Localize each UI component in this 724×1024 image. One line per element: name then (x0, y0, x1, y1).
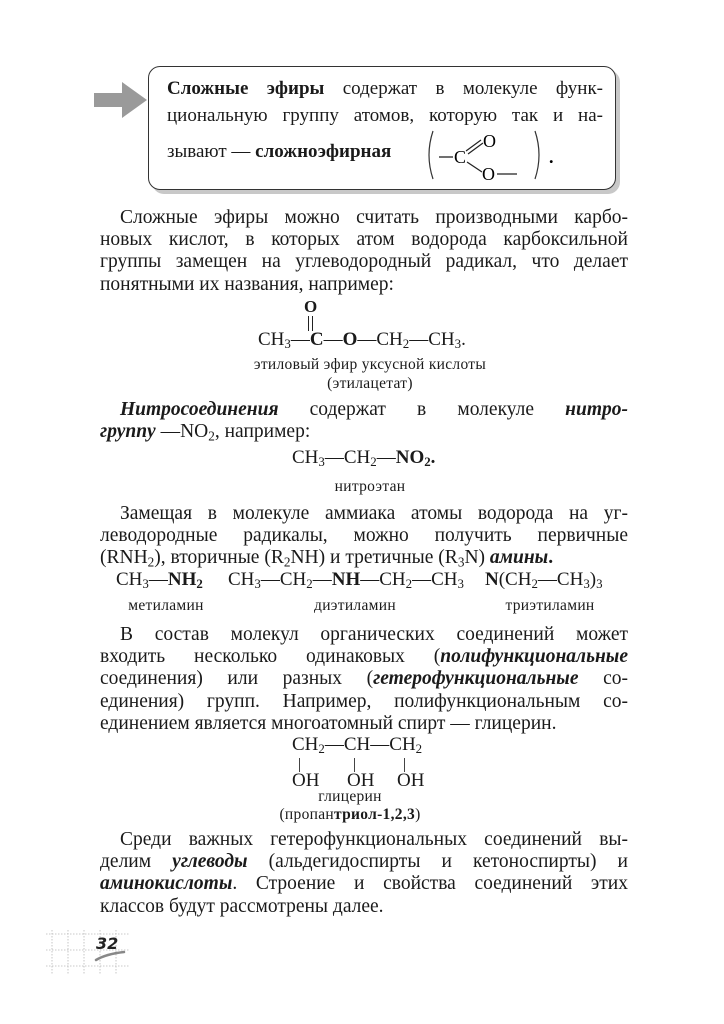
text: делим (100, 851, 173, 873)
text: N) (464, 547, 490, 569)
callout-line-2: циональную группу атомов, которую так и на- (167, 105, 603, 126)
text: входить несколько одинаковых ( (100, 646, 441, 668)
glycerol-formula (292, 734, 425, 791)
group-ch2: CH (292, 734, 319, 755)
paragraph-heterofunctional (100, 829, 628, 918)
paragraph-line (100, 421, 628, 443)
subscript: 3 (583, 576, 590, 592)
paragraph-line: единением является многоатомный спирт — глицерин. (100, 712, 557, 734)
period: . (548, 547, 554, 569)
subscript: 3 (284, 336, 291, 352)
paragraph-line: леводородные радикалы, можно получить первичные (100, 525, 628, 547)
subscript: 2 (424, 454, 431, 470)
subscript: 2 (208, 428, 215, 444)
nitroethane-caption: нитроэтан (334, 478, 406, 495)
paren: ) (589, 569, 597, 590)
bond: — (312, 569, 332, 590)
nitrogen: N (485, 569, 499, 590)
carbonyl-oxygen: O (304, 297, 318, 316)
text: содержат в молекуле (278, 399, 566, 420)
bond: — (357, 329, 377, 350)
term-nitro-compounds: Нитросоединения (120, 399, 279, 420)
paragraph-line: единения) групп. Например, полифункциональным со- (100, 690, 628, 712)
ethyl-acetate-chain (258, 329, 466, 351)
glycerol-chain (292, 734, 422, 756)
group-ch2: —CH (260, 569, 307, 590)
term-carbohydrates: углеводы (172, 851, 248, 873)
group-ch2: CH (343, 447, 371, 468)
paragraph-line: понятными их названия, например: (100, 273, 394, 295)
group-oxygen-bottom: O (482, 164, 495, 181)
paragraph-polyfunctional (100, 624, 628, 735)
text-bold: триол-1,2,3 (334, 806, 416, 823)
text: ), вторичные (R (154, 547, 284, 569)
group-ch3: —CH (537, 569, 584, 590)
ethyl-acetate-alt-name: (этилацетат) (327, 375, 413, 392)
paragraph-line: группы замещен на углеводородный радикал, что делает (100, 251, 628, 273)
text: (пропан (279, 806, 334, 823)
term-amino-acids: аминокислоты (100, 873, 233, 895)
imino-group: NH (331, 569, 361, 590)
subscript: 3 (454, 336, 462, 352)
text: (RNH (100, 547, 148, 569)
group-ch2: (CH (498, 569, 532, 590)
hydroxyl-group: OH (397, 770, 425, 791)
term-amines: амины (489, 547, 549, 569)
diethylamine-caption: диэтиламин (314, 597, 396, 614)
text: —NO (155, 421, 209, 443)
text: со- (578, 668, 628, 690)
group-ch2: —CH (360, 569, 406, 590)
paragraph-line (100, 851, 628, 873)
paragraph-line (100, 873, 628, 895)
callout-period: . (549, 147, 554, 167)
paragraph-line: Сложные эфиры можно считать производными карбо- (120, 207, 628, 228)
group-ch3: —CH (412, 569, 458, 590)
term-nitro-group: нитро- (565, 399, 628, 420)
bond: — (148, 569, 168, 590)
arrow-right-icon (92, 80, 150, 120)
diethylamine-formula (228, 569, 464, 591)
subscript: 3 (457, 576, 464, 592)
subscript: 2 (318, 741, 325, 757)
subscript: 2 (283, 554, 291, 570)
methylamine-formula (116, 569, 203, 591)
methylamine-caption: метиламин (128, 597, 204, 614)
bond: — (409, 329, 429, 350)
subscript: 2 (531, 576, 538, 592)
paragraph-line: классов будут рассмотрены далее. (100, 895, 384, 917)
term-nitro-group-cont: группу (100, 421, 156, 443)
subscript: 2 (415, 741, 423, 757)
subscript: 2 (405, 576, 413, 592)
paragraph-line: Замещая в молекуле аммиака атомы водорода на уг- (120, 503, 628, 524)
text: ) (415, 806, 421, 823)
group-ch2: CH (376, 329, 403, 350)
group-ch3: CH (292, 447, 319, 468)
group-ch3: CH (258, 329, 285, 350)
callout-line-3-text (167, 141, 391, 163)
paragraph-line (100, 668, 628, 690)
bond: — (323, 329, 343, 350)
bond: — (324, 447, 344, 468)
hydroxyl-group: OH (292, 770, 320, 791)
paragraph-nitro (100, 399, 628, 443)
group-ch3: CH (228, 569, 255, 590)
callout-text (167, 75, 603, 129)
term-polyfunctional: полифункциональные (440, 646, 628, 668)
bond: — (324, 734, 344, 755)
subscript: 3 (318, 454, 325, 470)
subscript: 3 (254, 576, 261, 592)
group-oxygen-top: O (483, 131, 496, 151)
subscript: 3 (596, 576, 603, 592)
text: NH) и третичные (R (290, 547, 458, 569)
paragraph-line: новых кислот, в которых атом водорода карбоксильной (100, 229, 628, 251)
triethylamine-caption: триэтиламин (505, 597, 595, 614)
carbonyl-carbon: C (309, 329, 324, 350)
ethyl-acetate-caption: этиловый эфир уксусной кислоты (253, 356, 487, 373)
group-carbon: C (454, 147, 467, 167)
subscript: 3 (457, 554, 465, 570)
ester-oxygen: O (342, 329, 358, 350)
text: , например: (214, 421, 311, 443)
paragraph-amines (100, 503, 628, 570)
bond: — (370, 734, 390, 755)
paragraph-line: В состав молекул органических соединений может (120, 624, 628, 645)
callout-line-1 (167, 75, 603, 102)
group-ch: CH (343, 734, 371, 755)
glycerol-iupac-name (230, 806, 470, 824)
period: . (461, 329, 466, 350)
nitroethane-formula (292, 447, 435, 469)
subscript: 2 (196, 576, 203, 592)
callout-line-3-pre: зывают — (167, 141, 256, 162)
paragraph-line: Среди важных гетерофункциональных соединений вы- (120, 829, 628, 850)
paragraph-esters (100, 207, 628, 296)
definition-callout (148, 66, 616, 190)
group-ch2: CH (389, 734, 416, 755)
callout-line-3 (167, 129, 607, 179)
term-esters: Сложные эфиры (167, 78, 325, 99)
bond: — (376, 447, 396, 468)
page-number: 32 (96, 934, 119, 953)
subscript: 2 (306, 576, 313, 592)
bond: — (290, 329, 310, 350)
group-ch3: CH (428, 329, 455, 350)
glycerol-caption: глицерин (318, 788, 382, 805)
hydroxyl-group: OH (347, 770, 375, 791)
text: . Строение и свойства соединений этих (232, 873, 628, 895)
ester-group-formula (425, 129, 565, 181)
nitro-group: NO (395, 447, 425, 468)
text: (альдегидоспирты и кетоноспирты) и (247, 851, 628, 873)
paragraph-line (100, 547, 628, 569)
term-ester-group: сложноэфирная (255, 141, 392, 162)
subscript: 3 (142, 576, 149, 592)
paragraph-line (100, 399, 628, 421)
amino-group: NH (167, 569, 197, 590)
group-ch3: CH (116, 569, 143, 590)
term-heterofunctional: гетерофункциональные (373, 668, 579, 690)
subscript: 2 (370, 454, 377, 470)
callout-line-1-text: содержат в молекуле функ- (324, 78, 603, 99)
text: соединения) или разных ( (100, 668, 374, 690)
subscript: 2 (147, 554, 155, 570)
triethylamine-formula (485, 569, 603, 591)
period: . (430, 447, 436, 468)
paragraph-line (100, 646, 628, 668)
subscript: 2 (402, 336, 410, 352)
